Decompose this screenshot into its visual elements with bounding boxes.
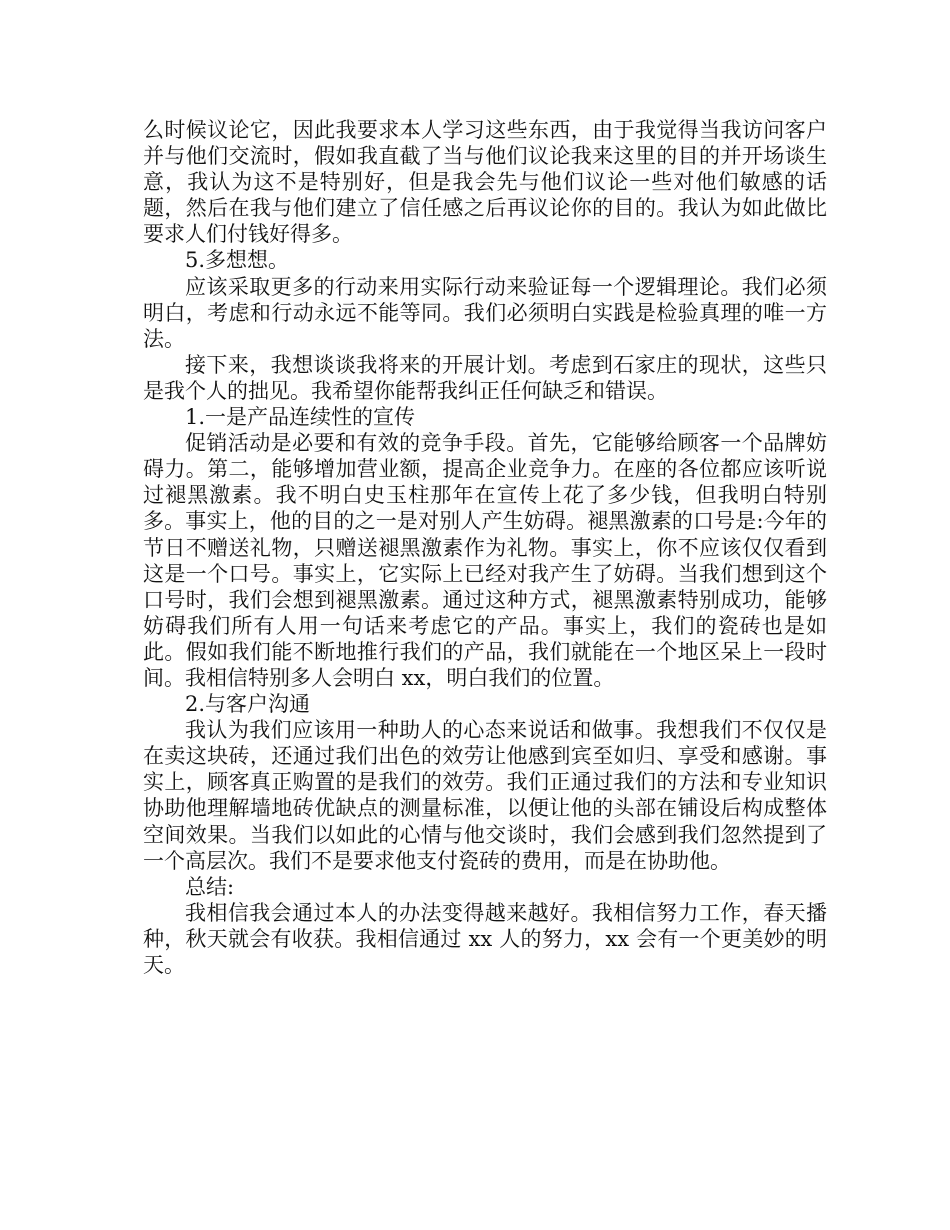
paragraph-continuation: 么时候议论它，因此我要求本人学习这些东西，由于我觉得当我访问客户并与他们交流时，假如我直截了当与他们议论我来这里的目的并开场谈生意，我认为这不是特别好，但是我会先与他们议论一些对他们敏感的话题，然后在我与他们建立了信任感之后再议论你的目的。我认为如此做比要求人们付钱好得多。 [143, 118, 827, 247]
heading-think-more: 5.多想想。 [185, 248, 290, 273]
paragraph-summary: 我相信我会通过本人的办法变得越来越好。我相信努力工作，春天播种，秋天就会有收获。我相信通过 xx 人的努力，xx 会有一个更美妙的明天。 [143, 900, 827, 977]
paragraph-promotion: 促销活动是必要和有效的竞争手段。首先，它能够给顾客一个品牌妨碍力。第二，能够增加营业额，提高企业竞争力。在座的各位都应该听说过褪黑激素。我不明白史玉柱那年在宣传上花了多少钱，但我明白特别多。事实上，他的目的之一是对别人产生妨碍。褪黑激素的口号是:今年的节日不赠送礼物，只赠送褪黑激素作为礼物。事实上，你不应该仅仅看到这是一个口号。事实上，它实际上已经对我产生了妨碍。当我们想到这个口号时，我们会想到褪黑激素。通过这种方式，褪黑激素特别成功，能够妨碍我们所有人用一句话来考虑它的产品。事实上，我们的瓷砖也是如此。假如我们能不断地推行我们的产品，我们就能在一个地区呆上一段时间。我相信特别多人会明白 xx，明白我们的位置。 [143, 431, 827, 690]
heading-customer-communication: 2.与客户沟通 [185, 692, 311, 717]
paragraph-communication: 我认为我们应该用一种助人的心态来说话和做事。我想我们不仅仅是在卖这块砖，还通过我们出色的效劳让他感到宾至如归、享受和感谢。事实上，顾客真正购置的是我们的效劳。我们正通过我们的方法和专业知识协助他理解墙地砖优缺点的测量标准，以便让他的头部在铺设后构成整体空间效果。当我们以如此的心情与他交谈时，我们会感到我们忽然提到了一个高层次。我们不是要求他支付瓷砖的费用，而是在协助他。 [143, 718, 827, 873]
paragraph-future-plan: 接下来，我想谈谈我将来的开展计划。考虑到石家庄的现状，这些只是我个人的拙见。我希望你能帮我纠正任何缺乏和错误。 [143, 352, 827, 403]
heading-summary: 总结: [185, 874, 235, 899]
heading-product-promotion: 1.一是产品连续性的宣传 [185, 405, 416, 430]
paragraph-practice: 应该采取更多的行动来用实际行动来验证每一个逻辑理论。我们必须明白，考虑和行动永远不能等同。我们必须明白实践是检验真理的唯一方法。 [143, 274, 827, 351]
document-body [143, 117, 827, 978]
